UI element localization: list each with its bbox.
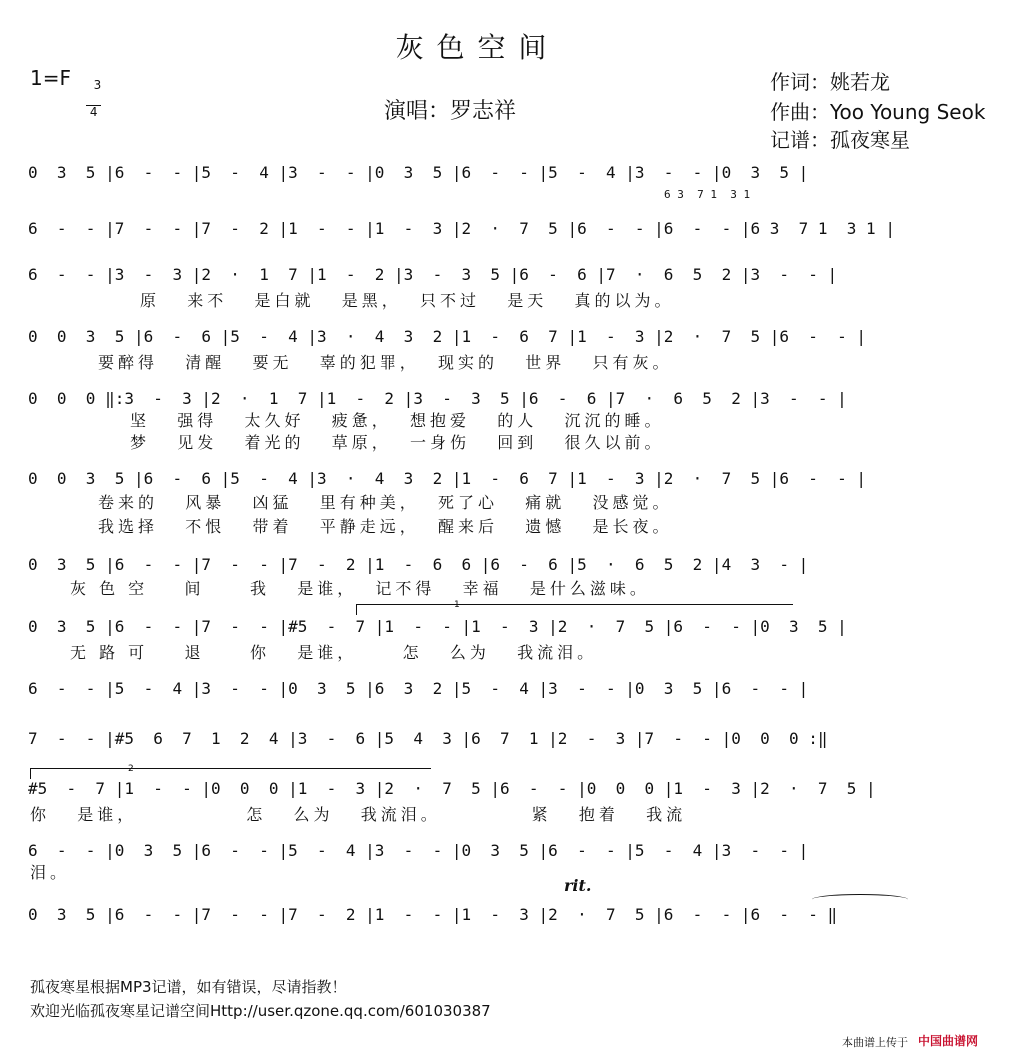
score-line: 6 - - |0 3 5 |6 - - |5 - 4 |3 - - |0 3 5 |6 - - |5 - 4 |3 - - | bbox=[28, 841, 809, 860]
score-line: 0 3 5 |6 - - |5 - 4 |3 - - |0 3 5 |6 - - |5 - 4 |3 - - |0 3 5 | bbox=[28, 163, 809, 182]
lyric-line: 无 路 可 退 你 是谁， 怎 么为 我流泪。 bbox=[70, 643, 598, 662]
lyricist-credit: 作词：姚若龙 bbox=[770, 70, 890, 94]
transcriber-credit: 记谱：孤夜寒星 bbox=[770, 128, 910, 152]
lyric-line: 要醉得 清醒 要无 辜的犯罪， 现实的 世界 只有灰。 bbox=[98, 353, 673, 372]
lyric-line: 我选择 不恨 带着 平静走远， 醒来后 遗憾 是长夜。 bbox=[98, 517, 673, 536]
volta-number-1: 1 bbox=[454, 600, 460, 610]
lyric-line: 梦 见发 着光的 草原， 一身伤 回到 很久以前。 bbox=[130, 433, 665, 452]
key-signature: 1=F bbox=[30, 66, 71, 90]
grace-notes: 6 3 7 1 3 1 bbox=[664, 188, 751, 201]
score-line: 6 - - |7 - - |7 - 2 |1 - - |1 - 3 |2 · 7 5 |6 - - |6 - - |6 3 7 1 3 1 | bbox=[28, 219, 895, 238]
lyric-line: 原 来不 是白就 是黑， 只不过 是天 真的以为。 bbox=[140, 291, 675, 310]
song-title: 灰 色 空 间 bbox=[395, 31, 549, 64]
score-line: 6 - - |5 - 4 |3 - - |0 3 5 |6 3 2 |5 - 4 |3 - - |0 3 5 |6 - - | bbox=[28, 679, 809, 698]
score-line: 7 - - |#5 6 7 1 2 4 |3 - 6 |5 4 3 |6 7 1 |2 - 3 |7 - - |0 0 0 :‖ bbox=[28, 729, 828, 748]
score-line: 0 3 5 |6 - - |7 - - |7 - 2 |1 - 6 6 |6 - 6 |5 · 6 5 2 |4 3 - | bbox=[28, 555, 809, 574]
lyric-line: 灰 色 空 间 我 是谁， 记不得 幸福 是什么滋味。 bbox=[70, 579, 650, 598]
ritardando-mark: rit. bbox=[564, 876, 592, 895]
score-line: #5 - 7 |1 - - |0 0 0 |1 - 3 |2 · 7 5 |6 - - |0 0 0 |1 - 3 |2 · 7 5 | bbox=[28, 779, 876, 798]
lyric-line: 卷来的 风暴 凶猛 里有种美， 死了心 痛就 没感觉。 bbox=[98, 493, 673, 512]
score-line: 0 0 0 ‖:3 - 3 |2 · 1 7 |1 - 2 |3 - 3 5 |6 - 6 |7 · 6 5 2 |3 - - | bbox=[28, 389, 847, 408]
composer-credit: 作曲：Yoo Young Seok bbox=[770, 100, 986, 124]
volta-number-2: 2 bbox=[128, 764, 134, 774]
score-line: 6 - - |3 - 3 |2 · 1 7 |1 - 2 |3 - 3 5 |6 - 6 |7 · 6 5 2 |3 - - | bbox=[28, 265, 838, 284]
volta-bracket-1 bbox=[356, 604, 793, 615]
time-sig-bottom: 4 bbox=[86, 105, 101, 119]
lyric-line: 泪。 bbox=[30, 863, 71, 882]
time-signature bbox=[86, 66, 101, 132]
score-line: 0 3 5 |6 - - |7 - - |#5 - 7 |1 - - |1 - 3 |2 · 7 5 |6 - - |0 3 5 | bbox=[28, 617, 847, 636]
lyric-line: 坚 强得 太久好 疲惫， 想抱爱 的人 沉沉的睡。 bbox=[130, 411, 665, 430]
upload-credit: 本曲谱上传于 bbox=[842, 1036, 908, 1049]
site-logo: 中国曲谱网 bbox=[918, 1034, 979, 1048]
time-sig-top: 3 bbox=[93, 78, 102, 92]
score-line: 0 0 3 5 |6 - 6 |5 - 4 |3 · 4 3 2 |1 - 6 7 |1 - 3 |2 · 7 5 |6 - - | bbox=[28, 327, 867, 346]
score-line: 0 0 3 5 |6 - 6 |5 - 4 |3 · 4 3 2 |1 - 6 7 |1 - 3 |2 · 7 5 |6 - - | bbox=[28, 469, 867, 488]
footer-link-text: 欢迎光临孤夜寒星记谱空间Http://user.qzone.qq.com/601030387 bbox=[30, 1002, 491, 1020]
lyric-line: 你 是谁， 怎 么为 我流泪。 紧 抱着 我流 bbox=[30, 805, 687, 824]
score-line: 0 3 5 |6 - - |7 - - |7 - 2 |1 - - |1 - 3 |2 · 7 5 |6 - - |6 - - ‖ bbox=[28, 905, 838, 924]
footer-note: 孤夜寒星根据MP3记谱，如有错误，尽请指教！ bbox=[30, 978, 347, 996]
singer-credit: 演唱：罗志祥 bbox=[384, 99, 517, 124]
